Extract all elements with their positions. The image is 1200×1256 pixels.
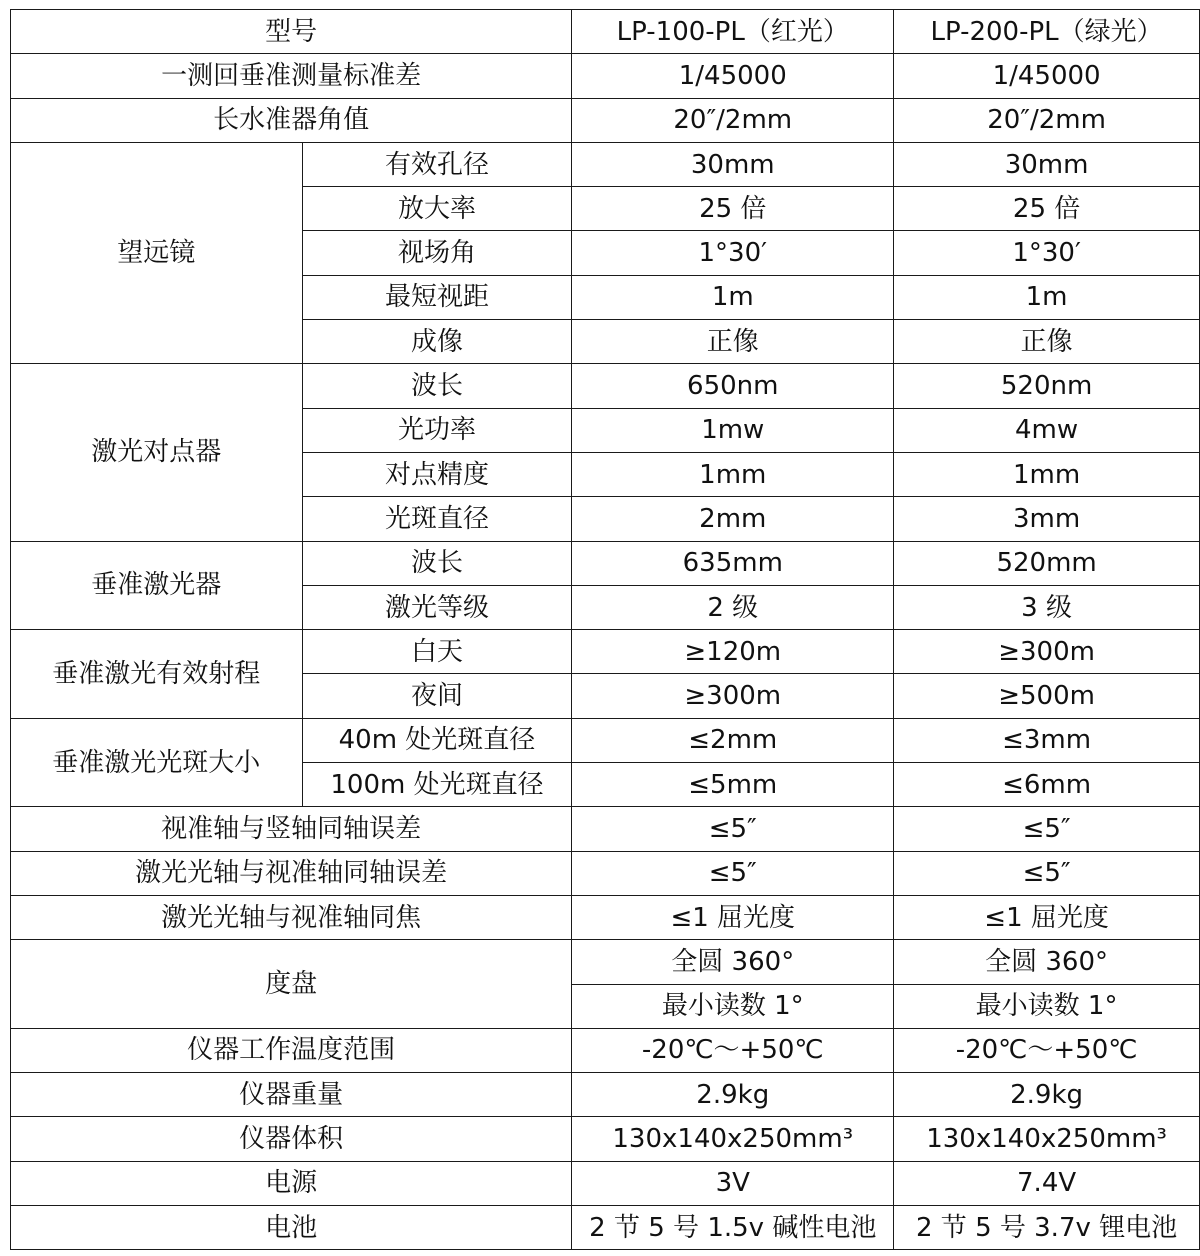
row-label: 仪器工作温度范围	[11, 1028, 572, 1072]
row-value-1: 30mm	[572, 142, 894, 186]
row-value-1: ≥120m	[572, 630, 894, 674]
table-row	[11, 630, 1200, 674]
table-row	[11, 940, 1200, 984]
row-value-2: 20″/2mm	[894, 98, 1200, 142]
group-label-vertical-laser: 垂准激光器	[11, 541, 303, 630]
sub-label: 波长	[302, 364, 572, 408]
table-row	[11, 1161, 1200, 1205]
row-value-1: 3V	[572, 1161, 894, 1205]
row-value-1: 2 节 5 号 1.5v 碱性电池	[572, 1206, 894, 1250]
table-row	[11, 851, 1200, 895]
group-label-spot-size: 垂准激光光斑大小	[11, 718, 303, 807]
row-label: 仪器体积	[11, 1117, 572, 1161]
row-value-2: 25 倍	[894, 187, 1200, 231]
row-label: 长水准器角值	[11, 98, 572, 142]
row-value-2: 520nm	[894, 364, 1200, 408]
row-value-1: 1/45000	[572, 54, 894, 98]
row-value-1: 1mm	[572, 452, 894, 496]
sub-label: 对点精度	[302, 452, 572, 496]
row-value-2: 2 节 5 号 3.7v 锂电池	[894, 1206, 1200, 1250]
row-value-1: 正像	[572, 320, 894, 364]
sub-label: 波长	[302, 541, 572, 585]
sub-label: 光斑直径	[302, 497, 572, 541]
sub-label: 白天	[302, 630, 572, 674]
row-value-1: ≥300m	[572, 674, 894, 718]
row-value-1: ≤5″	[572, 851, 894, 895]
row-value-2: ≤5″	[894, 807, 1200, 851]
table-row	[11, 142, 1200, 186]
row-label: 激光光轴与视准轴同焦	[11, 895, 572, 939]
row-value-2: 3mm	[894, 497, 1200, 541]
table-row	[11, 1117, 1200, 1161]
group-label-dial: 度盘	[11, 940, 572, 1029]
table-row	[11, 541, 1200, 585]
row-value-2: 1mm	[894, 452, 1200, 496]
row-value-1: ≤5mm	[572, 763, 894, 807]
row-label: 电源	[11, 1161, 572, 1205]
row-value-2: 2.9kg	[894, 1073, 1200, 1117]
row-value-2: 1m	[894, 275, 1200, 319]
row-value-1: 最小读数 1°	[572, 984, 894, 1028]
row-value-1: 1°30′	[572, 231, 894, 275]
row-value-1: 1m	[572, 275, 894, 319]
group-label-telescope: 望远镜	[11, 142, 303, 363]
table-row	[11, 1028, 1200, 1072]
row-value-2: -20℃～+50℃	[894, 1028, 1200, 1072]
table-row	[11, 1206, 1200, 1250]
row-value-2: 1/45000	[894, 54, 1200, 98]
row-value-1: 1mw	[572, 408, 894, 452]
table-row	[11, 807, 1200, 851]
row-value-1: ≤1 屈光度	[572, 895, 894, 939]
row-value-1: 2.9kg	[572, 1073, 894, 1117]
table-row	[11, 364, 1200, 408]
row-value-1: 635mm	[572, 541, 894, 585]
row-value-2: ≥300m	[894, 630, 1200, 674]
row-value-1: 2 级	[572, 585, 894, 629]
row-value-2: ≤3mm	[894, 718, 1200, 762]
row-value-2: 正像	[894, 320, 1200, 364]
group-label-effective-range: 垂准激光有效射程	[11, 630, 303, 719]
row-value-1: -20℃～+50℃	[572, 1028, 894, 1072]
sub-label: 夜间	[302, 674, 572, 718]
sub-label: 40m 处光斑直径	[302, 718, 572, 762]
header-param: 型号	[11, 10, 572, 54]
header-row	[11, 10, 1200, 54]
table-row	[11, 1073, 1200, 1117]
row-value-1: ≤2mm	[572, 718, 894, 762]
row-value-2: 130x140x250mm³	[894, 1117, 1200, 1161]
header-model-1: LP-100-PL（红光）	[572, 10, 894, 54]
sub-label: 光功率	[302, 408, 572, 452]
row-value-2: 全圆 360°	[894, 940, 1200, 984]
table-row	[11, 54, 1200, 98]
row-label: 激光光轴与视准轴同轴误差	[11, 851, 572, 895]
row-value-2: 520mm	[894, 541, 1200, 585]
sub-label: 成像	[302, 320, 572, 364]
row-value-1: ≤5″	[572, 807, 894, 851]
sub-label: 100m 处光斑直径	[302, 763, 572, 807]
table-row	[11, 718, 1200, 762]
row-label: 仪器重量	[11, 1073, 572, 1117]
row-value-2: ≤6mm	[894, 763, 1200, 807]
row-label: 电池	[11, 1206, 572, 1250]
spec-table	[10, 9, 1200, 1250]
row-value-2: ≤5″	[894, 851, 1200, 895]
row-value-2: 最小读数 1°	[894, 984, 1200, 1028]
row-value-2: ≤1 屈光度	[894, 895, 1200, 939]
row-value-2: ≥500m	[894, 674, 1200, 718]
row-value-2: 7.4V	[894, 1161, 1200, 1205]
row-value-1: 20″/2mm	[572, 98, 894, 142]
row-value-1: 2mm	[572, 497, 894, 541]
row-value-2: 1°30′	[894, 231, 1200, 275]
sub-label: 有效孔径	[302, 142, 572, 186]
row-value-2: 30mm	[894, 142, 1200, 186]
table-row	[11, 98, 1200, 142]
sub-label: 激光等级	[302, 585, 572, 629]
sub-label: 最短视距	[302, 275, 572, 319]
header-model-2: LP-200-PL（绿光）	[894, 10, 1200, 54]
group-label-laser-plummet: 激光对点器	[11, 364, 303, 541]
sub-label: 视场角	[302, 231, 572, 275]
table-row	[11, 895, 1200, 939]
row-label: 一测回垂准测量标准差	[11, 54, 572, 98]
row-value-1: 25 倍	[572, 187, 894, 231]
row-label: 视准轴与竖轴同轴误差	[11, 807, 572, 851]
row-value-1: 130x140x250mm³	[572, 1117, 894, 1161]
row-value-2: 4mw	[894, 408, 1200, 452]
row-value-2: 3 级	[894, 585, 1200, 629]
row-value-1: 全圆 360°	[572, 940, 894, 984]
sub-label: 放大率	[302, 187, 572, 231]
row-value-1: 650nm	[572, 364, 894, 408]
